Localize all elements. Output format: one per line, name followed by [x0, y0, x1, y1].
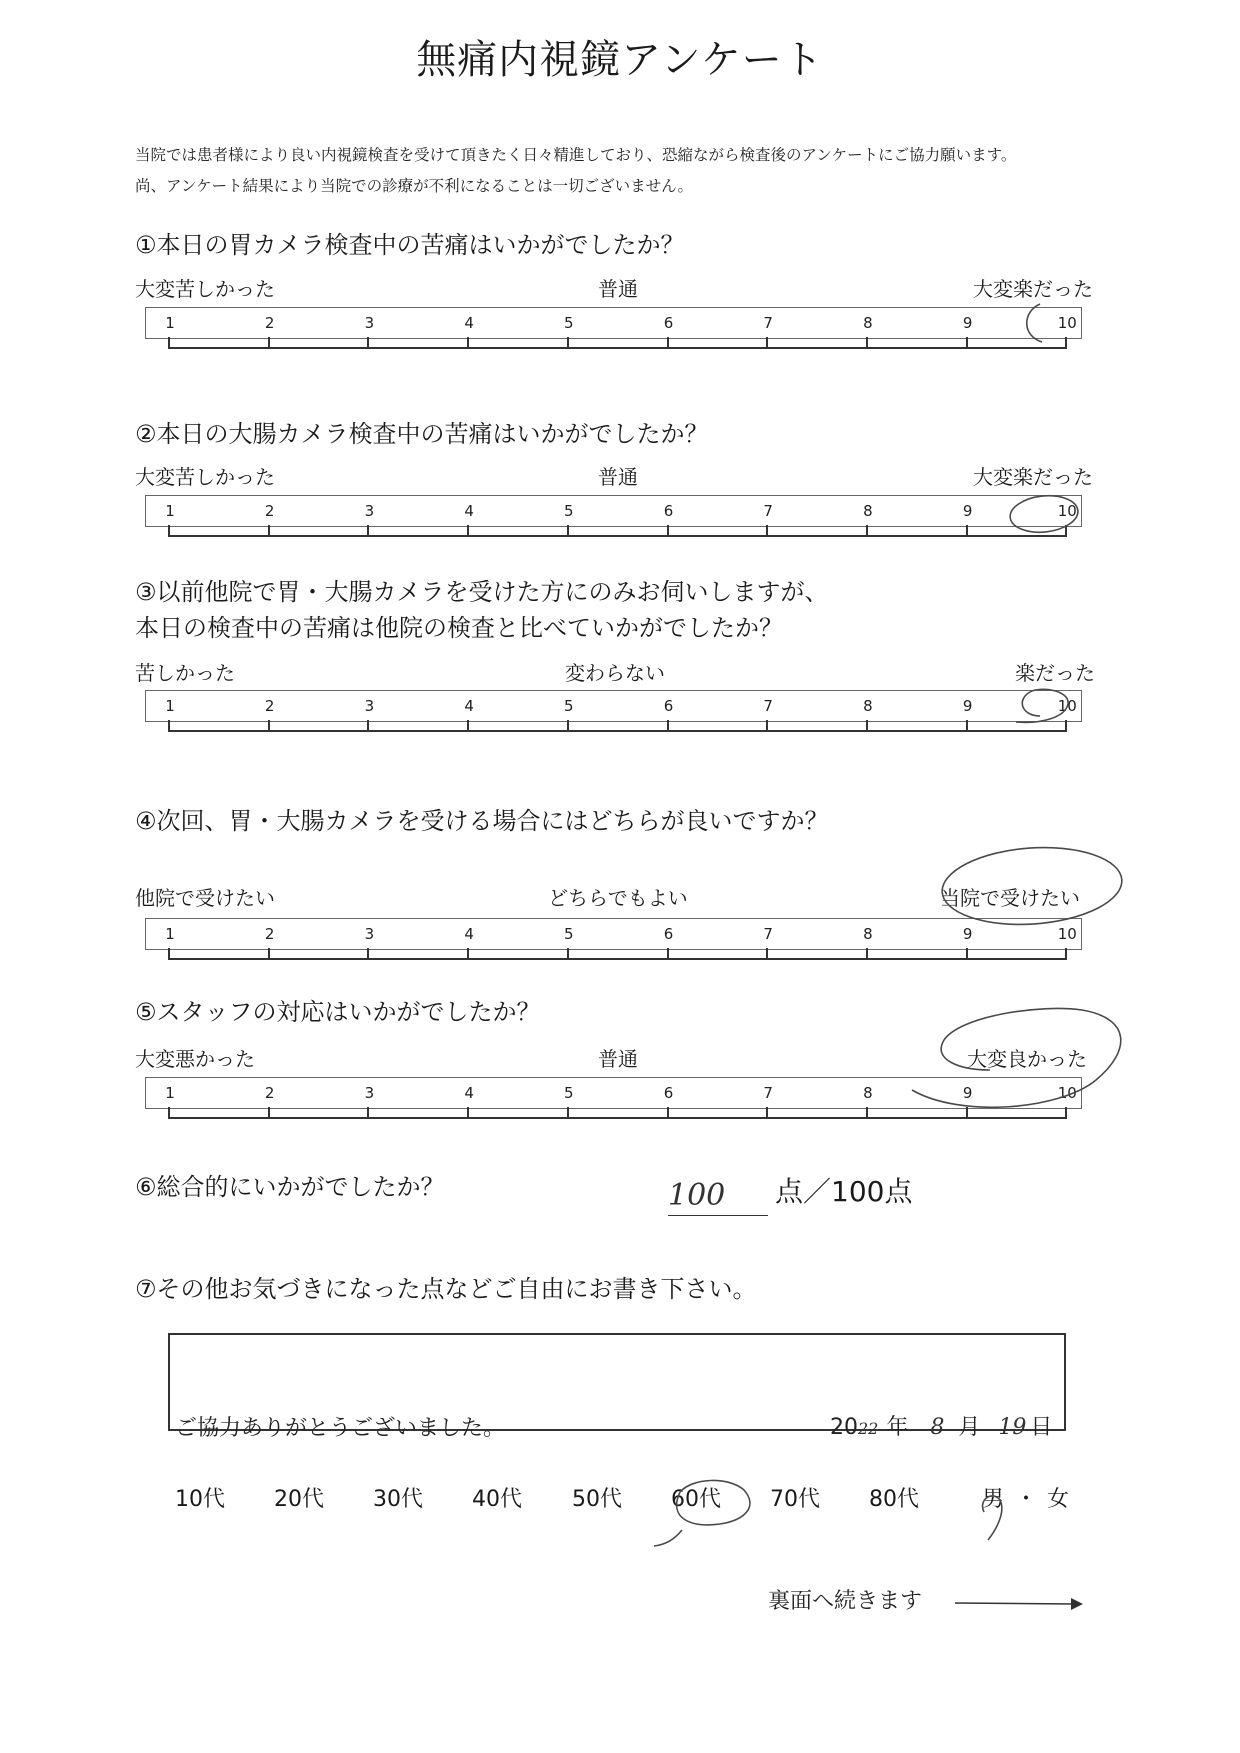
- scale-number-4[interactable]: 4: [464, 314, 474, 332]
- scale-tick: [866, 720, 868, 732]
- scale-tick: [268, 525, 270, 537]
- q2-right-label: 大変楽だった: [973, 465, 1093, 489]
- q3-rating-scale[interactable]: [145, 690, 1085, 770]
- scale-tick: [168, 525, 170, 537]
- scale-number-2[interactable]: 2: [264, 697, 275, 715]
- scale-number-10[interactable]: 10: [1057, 697, 1077, 715]
- question-6-text: ⑥総合的にいかがでしたか？: [135, 1173, 445, 1201]
- scale-tick: [966, 1107, 968, 1119]
- question-4-text: ④次回、胃・大腸カメラを受ける場合にはどちらが良いですか？: [135, 807, 829, 835]
- q2-mid-label: 普通: [598, 465, 638, 489]
- scale-number-7[interactable]: 7: [763, 314, 773, 332]
- scale-tick: [866, 948, 868, 960]
- scale-number-3[interactable]: 3: [364, 502, 375, 520]
- scale-number-9[interactable]: 9: [962, 697, 973, 715]
- scale-tick: [268, 337, 270, 349]
- scale-tick: [367, 948, 369, 960]
- scale-line: [168, 347, 1066, 349]
- intro-line-1: 当院では患者様により良い内視鏡検査を受けて頂きたく日々精進しており、恐縮ながら検査後のアンケートにご協力願います。: [135, 146, 1017, 164]
- scale-tick: [667, 948, 669, 960]
- scale-tick: [467, 948, 469, 960]
- scale-number-7[interactable]: 7: [763, 1084, 773, 1102]
- scale-number-4[interactable]: 4: [464, 1084, 474, 1102]
- scale-tick: [168, 337, 170, 349]
- age-option-60s[interactable]: 60代: [671, 1487, 721, 1512]
- age-option-50s[interactable]: 50代: [572, 1487, 622, 1512]
- scale-tick: [866, 337, 868, 349]
- q2-left-label: 大変苦しかった: [135, 465, 275, 489]
- question-5-text: ⑤スタッフの対応はいかがでしたか？: [135, 998, 541, 1026]
- scale-tick: [367, 337, 369, 349]
- scale-number-2[interactable]: 2: [264, 1084, 275, 1102]
- age-circle-tail: [654, 1530, 682, 1546]
- q4-left-label: 他院で受けたい: [135, 886, 275, 910]
- q4-rating-scale[interactable]: [145, 918, 1085, 998]
- day-handwritten[interactable]: 19: [998, 1415, 1027, 1440]
- q5-right-label: 大変良かった: [967, 1047, 1087, 1071]
- scale-number-8[interactable]: 8: [863, 1084, 873, 1102]
- scale-tick: [467, 525, 469, 537]
- scale-number-2[interactable]: 2: [264, 502, 275, 520]
- scale-tick: [1065, 948, 1067, 960]
- scale-tick: [866, 1107, 868, 1119]
- scale-line: [168, 730, 1066, 732]
- continue-arrow-icon: [955, 1592, 1085, 1616]
- thanks-text: ご協力ありがとうございました。: [175, 1416, 506, 1441]
- scale-line: [168, 535, 1066, 537]
- scale-tick: [1065, 337, 1067, 349]
- year-handwritten[interactable]: 22: [858, 1419, 879, 1438]
- scale-number-7[interactable]: 7: [763, 502, 773, 520]
- day-suffix: 日: [1030, 1415, 1053, 1440]
- scale-tick: [367, 720, 369, 732]
- scale-box: [145, 690, 1082, 722]
- scale-number-8[interactable]: 8: [863, 314, 873, 332]
- scale-tick: [766, 1107, 768, 1119]
- scale-number-8[interactable]: 8: [863, 925, 873, 943]
- scale-number-10[interactable]: 10: [1057, 502, 1077, 520]
- month-handwritten[interactable]: 8: [930, 1415, 945, 1440]
- question-3-text-line-2: 本日の検査中の苦痛は他院の検査と比べていかがでしたか？: [135, 614, 783, 642]
- scale-number-1[interactable]: 1: [165, 925, 175, 943]
- scale-number-10[interactable]: 10: [1057, 925, 1077, 943]
- scale-number-3[interactable]: 3: [364, 697, 375, 715]
- scale-tick: [866, 525, 868, 537]
- continue-text: 裏面へ続きます: [768, 1589, 923, 1614]
- scale-number-1[interactable]: 1: [165, 1084, 175, 1102]
- scale-tick: [766, 720, 768, 732]
- scale-tick: [567, 720, 569, 732]
- overall-score-handwritten[interactable]: 100: [668, 1178, 726, 1213]
- age-option-70s[interactable]: 70代: [770, 1487, 820, 1512]
- scale-number-6[interactable]: 6: [663, 1084, 674, 1102]
- scale-number-7[interactable]: 7: [763, 925, 773, 943]
- scale-tick: [168, 720, 170, 732]
- scale-tick: [766, 337, 768, 349]
- scale-tick: [1065, 1107, 1067, 1119]
- intro-line-2: 尚、アンケート結果により当院での診療が不利になることは一切ございません。: [135, 177, 694, 195]
- scale-tick: [667, 1107, 669, 1119]
- scale-number-10[interactable]: 10: [1057, 314, 1077, 332]
- scale-number-7[interactable]: 7: [763, 697, 773, 715]
- scale-number-9[interactable]: 9: [962, 314, 973, 332]
- age-option-40s[interactable]: 40代: [472, 1487, 522, 1512]
- scale-number-5[interactable]: 5: [564, 1084, 574, 1102]
- scale-tick: [667, 337, 669, 349]
- scale-number-5[interactable]: 5: [564, 314, 574, 332]
- q1-right-label: 大変楽だった: [973, 277, 1093, 301]
- scale-box: [145, 1077, 1082, 1109]
- age-option-30s[interactable]: 30代: [373, 1487, 423, 1512]
- scale-tick: [268, 720, 270, 732]
- scale-tick: [168, 948, 170, 960]
- scale-tick: [966, 337, 968, 349]
- q1-mid-label: 普通: [598, 277, 638, 301]
- scale-tick: [467, 720, 469, 732]
- scale-number-1[interactable]: 1: [165, 697, 175, 715]
- scale-box: [145, 495, 1082, 527]
- scale-number-6[interactable]: 6: [663, 314, 674, 332]
- scale-number-4[interactable]: 4: [464, 925, 474, 943]
- scale-tick: [966, 525, 968, 537]
- q1-rating-scale[interactable]: [145, 307, 1085, 387]
- scale-tick: [367, 525, 369, 537]
- gender-separator: ・: [1015, 1487, 1038, 1512]
- year-suffix: 年: [886, 1415, 909, 1440]
- scale-number-6[interactable]: 6: [663, 925, 674, 943]
- scale-number-5[interactable]: 5: [564, 925, 574, 943]
- scale-tick: [567, 1107, 569, 1119]
- score-suffix: 点／100点: [775, 1175, 913, 1208]
- scale-number-4[interactable]: 4: [464, 697, 474, 715]
- scale-tick: [367, 1107, 369, 1119]
- scale-number-5[interactable]: 5: [564, 697, 574, 715]
- scale-number-3[interactable]: 3: [364, 1084, 375, 1102]
- gender-female[interactable]: 女: [1047, 1487, 1070, 1512]
- q4-right-label: 当院で受けたい: [940, 886, 1080, 910]
- scale-tick: [1065, 720, 1067, 732]
- q3-left-label: 苦しかった: [135, 661, 235, 685]
- scale-tick: [667, 720, 669, 732]
- scale-number-2[interactable]: 2: [264, 314, 275, 332]
- scale-tick: [966, 720, 968, 732]
- scale-tick: [268, 1107, 270, 1119]
- scale-tick: [1065, 525, 1067, 537]
- gender-male[interactable]: 男: [982, 1487, 1005, 1512]
- q5-rating-scale[interactable]: [145, 1077, 1085, 1157]
- question-7-text: ⑦その他お気づきになった点などご自由にお書き下さい。: [135, 1275, 757, 1303]
- scale-number-5[interactable]: 5: [564, 502, 574, 520]
- scale-number-9[interactable]: 9: [962, 502, 973, 520]
- question-3-text-line-1: ③以前他院で胃・大腸カメラを受けた方にのみお伺いしますが、: [135, 578, 829, 606]
- scale-box: [145, 307, 1082, 339]
- q5-left-label: 大変悪かった: [135, 1047, 255, 1071]
- scale-number-6[interactable]: 6: [663, 697, 674, 715]
- scale-number-3[interactable]: 3: [364, 925, 375, 943]
- scale-number-3[interactable]: 3: [364, 314, 375, 332]
- scale-number-1[interactable]: 1: [165, 502, 175, 520]
- scale-line: [168, 958, 1066, 960]
- age-option-20s[interactable]: 20代: [274, 1487, 324, 1512]
- scale-tick: [766, 525, 768, 537]
- q3-mid-label: 変わらない: [565, 661, 665, 685]
- scale-number-1[interactable]: 1: [165, 314, 175, 332]
- scale-tick: [168, 1107, 170, 1119]
- scale-number-10[interactable]: 10: [1057, 1084, 1077, 1102]
- age-option-80s[interactable]: 80代: [869, 1487, 919, 1512]
- scale-number-4[interactable]: 4: [464, 502, 474, 520]
- score-underline: [668, 1215, 768, 1216]
- age-options: [0, 1482, 1240, 1512]
- age-option-10s[interactable]: 10代: [175, 1487, 225, 1512]
- scale-number-9[interactable]: 9: [962, 1084, 973, 1102]
- scale-tick: [567, 525, 569, 537]
- q5-mid-label: 普通: [598, 1047, 638, 1071]
- month-suffix: 月: [958, 1415, 981, 1440]
- scale-tick: [467, 1107, 469, 1119]
- scale-tick: [467, 337, 469, 349]
- scale-number-8[interactable]: 8: [863, 697, 873, 715]
- q1-left-label: 大変苦しかった: [135, 277, 275, 301]
- scale-tick: [567, 948, 569, 960]
- scale-number-6[interactable]: 6: [663, 502, 674, 520]
- scale-tick: [667, 525, 669, 537]
- question-2-text: ②本日の大腸カメラ検査中の苦痛はいかがでしたか？: [135, 420, 709, 448]
- scale-number-8[interactable]: 8: [863, 502, 873, 520]
- page-title: 無痛内視鏡アンケート: [416, 37, 824, 83]
- q2-rating-scale[interactable]: [145, 495, 1085, 575]
- q3-right-label: 楽だった: [1015, 661, 1095, 685]
- scale-number-2[interactable]: 2: [264, 925, 275, 943]
- scale-box: [145, 918, 1082, 950]
- q4-mid-label: どちらでもよい: [548, 886, 688, 910]
- scale-tick: [268, 948, 270, 960]
- scale-tick: [567, 337, 569, 349]
- scale-tick: [766, 948, 768, 960]
- year-prefix: 20: [830, 1415, 858, 1440]
- scale-line: [168, 1117, 1066, 1119]
- scale-tick: [966, 948, 968, 960]
- date-row: [830, 1410, 1052, 1441]
- question-1-text: ①本日の胃カメラ検査中の苦痛はいかがでしたか？: [135, 231, 685, 259]
- scale-number-9[interactable]: 9: [962, 925, 973, 943]
